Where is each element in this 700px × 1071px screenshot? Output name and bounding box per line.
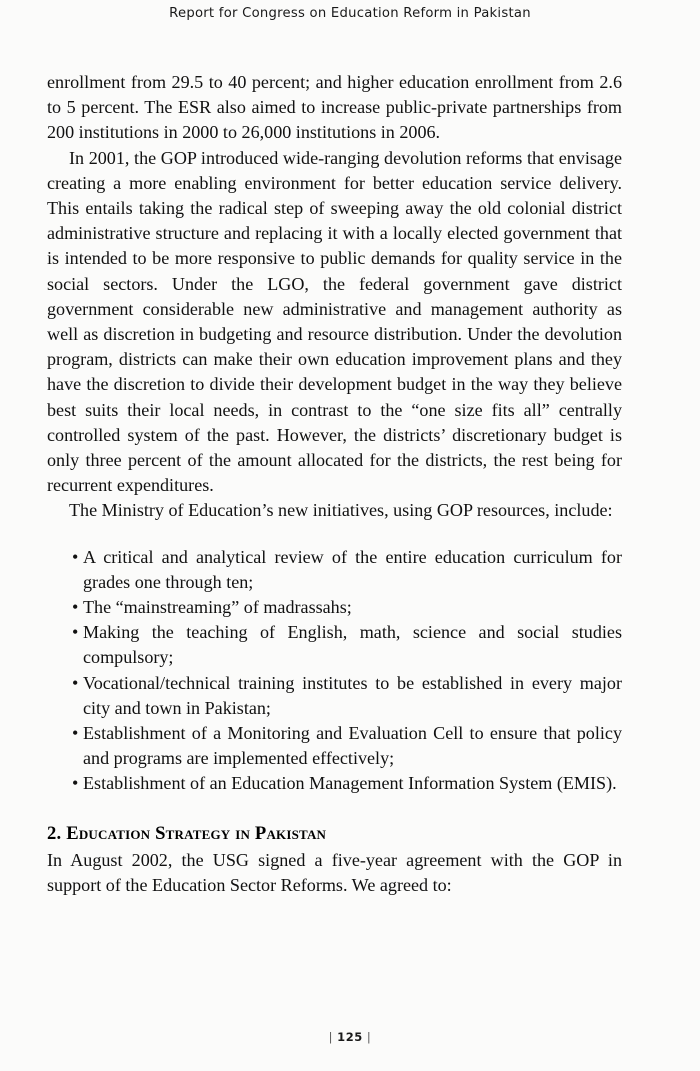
running-head: Report for Congress on Education Reform in Pakistan bbox=[169, 6, 531, 21]
bullet-icon: • bbox=[72, 723, 79, 744]
list-item-text: Making the teaching of English, math, science and social studies compulsory; bbox=[83, 622, 622, 668]
page-folio bbox=[0, 1030, 700, 1044]
paragraph-devolution-reforms: In 2001, the GOP introduced wide-ranging devolution reforms that envisage creating a more enabling environment for better education service delivery. This entails taking the radical step of sweeping away the old colonial district administrative structure and replacing it with a locally elected government that is intended to be more responsive to public demands for quality service in the social sectors. Under the LGO, the federal government gave district government considerable new administrative and management authority as well as discretion in budgeting and resource distribution. Under the devolution program, districts can make their own education improvement plans and they have the discretion to divide their development budget in the way they believe best suits their local needs, in contrast to the “one size fits all” centrally controlled system of the past. However, the districts’ discretionary budget is only three percent of the amount allocated for the districts, the rest being for recurrent expenditures. bbox=[47, 147, 622, 496]
bullet-icon: • bbox=[72, 622, 79, 643]
bullet-icon: • bbox=[72, 546, 79, 567]
list-item bbox=[72, 771, 622, 796]
list-item bbox=[72, 721, 622, 771]
bullet-icon: • bbox=[72, 597, 79, 618]
paragraph-ministry-initiatives-lead: The Ministry of Education’s new initiatives, using GOP resources, include: bbox=[69, 500, 613, 521]
list-item bbox=[72, 595, 622, 620]
bullet-icon: • bbox=[72, 773, 79, 794]
list-item-text: Vocational/technical training institutes to be established in every major city and town in Pakistan; bbox=[83, 672, 622, 718]
folio-rule-right: | bbox=[366, 1030, 372, 1044]
list-item-text: The “mainstreaming” of madrassahs; bbox=[83, 597, 352, 618]
list-item-text: A critical and analytical review of the entire education curriculum for grades one through ten; bbox=[83, 546, 622, 592]
paragraph-section-intro: In August 2002, the USG signed a five-year agreement with the GOP in support of the Education Sector Reforms. We agreed to: bbox=[47, 849, 622, 896]
list-item bbox=[72, 620, 622, 670]
section-heading bbox=[47, 821, 622, 846]
text-column bbox=[47, 70, 622, 898]
paragraph-esr-targets: enrollment from 29.5 to 40 percent; and higher education enrollment from 2.6 to 5 percent. The ESR also aimed to increase public-private partnerships from 200 institutions in 2000 to 26,000 institutions in 2006. bbox=[47, 72, 622, 143]
bullet-icon: • bbox=[72, 672, 79, 693]
initiatives-list bbox=[47, 545, 622, 797]
page-number: 125 bbox=[337, 1030, 363, 1044]
list-item bbox=[72, 671, 622, 721]
folio-rule-left: | bbox=[328, 1030, 334, 1044]
section-title: Education Strategy in Pakistan bbox=[66, 822, 327, 844]
list-item bbox=[72, 545, 622, 595]
list-item-text: Establishment of an Education Management Information System (EMIS). bbox=[83, 773, 617, 794]
section-number: 2. bbox=[47, 822, 62, 844]
list-item-text: Establishment of a Monitoring and Evaluation Cell to ensure that policy and programs are implemented effectively; bbox=[83, 723, 622, 769]
